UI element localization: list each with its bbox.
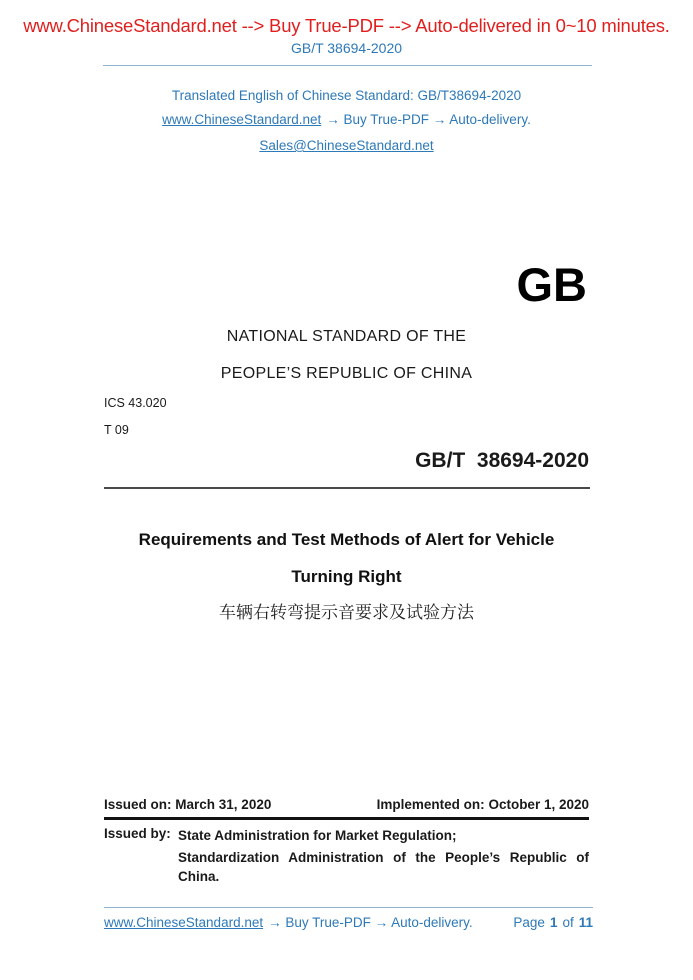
issued-by-label: Issued by: xyxy=(104,826,171,841)
title-english-line2: Turning Right xyxy=(291,567,402,586)
issued-by-content xyxy=(178,826,589,886)
dates-row xyxy=(104,797,589,812)
footer-left xyxy=(104,915,473,930)
site-link[interactable]: www.ChineseStandard.net xyxy=(162,112,322,127)
header-divider xyxy=(103,65,592,66)
standard-number: GB/T 38694-2020 xyxy=(415,449,589,472)
footer-divider xyxy=(104,907,593,908)
issuing-body-2-line2: China. xyxy=(178,869,220,884)
issued-on-label: Issued on: xyxy=(104,797,172,812)
issuing-body-1: State Administration for Market Regulation; xyxy=(178,828,457,843)
issued-on-date: March 31, 2020 xyxy=(175,797,272,812)
page-total: 11 xyxy=(578,915,593,930)
ics-code: ICS 43.020 xyxy=(104,396,167,410)
gb-logo: GB xyxy=(516,258,587,311)
dates-divider xyxy=(104,817,589,820)
issuing-body-2-line1: Standardization Administration of the People’s Republic of xyxy=(178,850,589,865)
page-label: Page xyxy=(513,915,545,930)
title-chinese: 车辆右转弯提示音要求及试验方法 xyxy=(219,603,474,622)
buy-line xyxy=(0,112,693,127)
promo-banner: www.ChineseStandard.net --> Buy True-PDF --> Auto-delivered in 0~10 minutes. xyxy=(23,15,670,36)
national-standard-line1: NATIONAL STANDARD OF THE xyxy=(226,328,467,345)
footer-site-link[interactable]: www.ChineseStandard.net xyxy=(104,915,264,930)
classification-code: T 09 xyxy=(104,423,129,437)
buy-line-suffix: → Buy True-PDF → Auto-delivery. xyxy=(326,112,531,127)
of-label: of xyxy=(562,915,574,930)
implemented-on xyxy=(377,797,589,812)
title-english-line1: Requirements and Test Methods of Alert for Vehicle xyxy=(138,530,555,549)
standard-number-divider xyxy=(104,487,590,489)
translated-line: Translated English of Chinese Standard: GB/T38694-2020 xyxy=(171,88,522,103)
issued-on xyxy=(104,797,271,812)
page-current: 1 xyxy=(549,915,558,930)
national-standard-line2: PEOPLE’S REPUBLIC OF CHINA xyxy=(220,365,473,382)
footer-buy-suffix: → Buy True-PDF → Auto-delivery. xyxy=(268,915,473,930)
sales-line xyxy=(0,138,693,153)
footer xyxy=(104,915,593,930)
implemented-on-date: October 1, 2020 xyxy=(488,797,589,812)
page-indicator xyxy=(513,915,593,930)
sales-email-link[interactable]: Sales@ChineseStandard.net xyxy=(259,138,434,153)
implemented-on-label: Implemented on: xyxy=(376,797,485,812)
doc-code-header: GB/T 38694-2020 xyxy=(290,40,403,56)
